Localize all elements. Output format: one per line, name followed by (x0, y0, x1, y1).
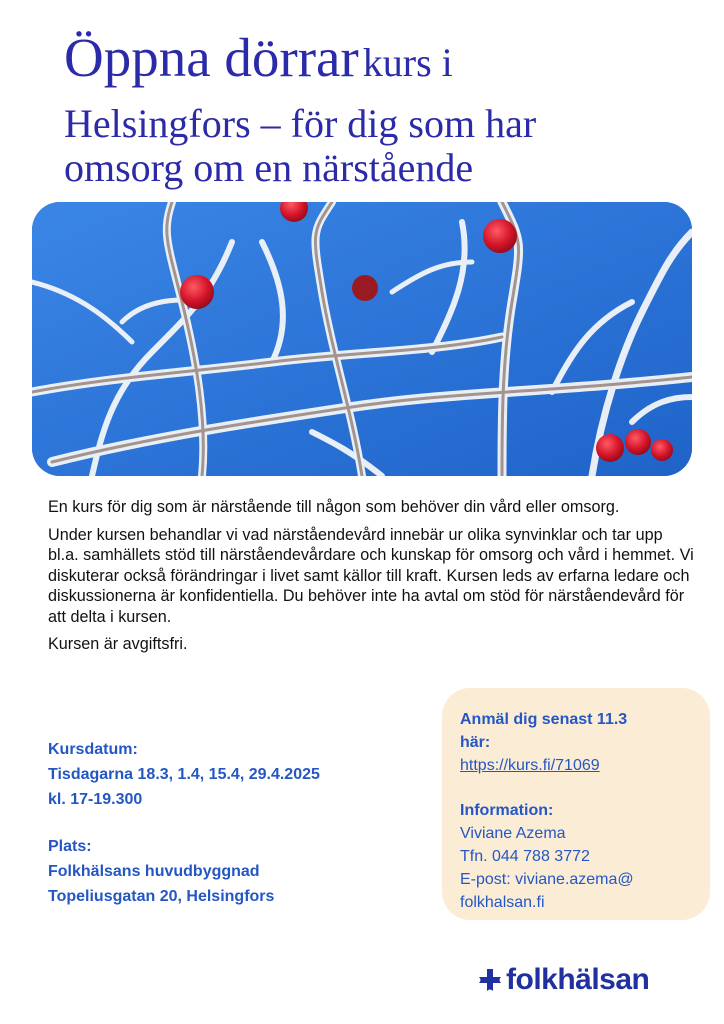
signup-info-box (442, 688, 710, 920)
title-line-2: Helsingfors – för dig som har (64, 101, 537, 146)
title-line-3: omsorg om en närstående (64, 145, 474, 190)
course-dates: Tisdagarna 18.3, 1.4, 15.4, 29.4.2025 (48, 766, 320, 783)
title-highlight: Öppna dörrar (64, 27, 359, 88)
title-line-1-rest: kurs i (362, 40, 453, 85)
course-time: kl. 17-19.300 (48, 791, 143, 808)
place-label: Plats: (48, 838, 92, 855)
contact-email-line-1: E-post: viviane.azema@ (460, 871, 634, 888)
folkhalsan-cross-icon (478, 968, 502, 992)
course-details (48, 737, 428, 909)
contact-phone: Tfn. 044 788 3772 (460, 848, 590, 865)
page-title (64, 27, 704, 190)
signup-here: här: (460, 734, 491, 751)
body-text (48, 497, 696, 662)
contact-name: Viviane Azema (460, 825, 566, 842)
place-address: Topeliusgatan 20, Helsingfors (48, 888, 275, 905)
intro-paragraph: En kurs för dig som är närstående till någon som behöver din vård eller omsorg. (48, 498, 620, 516)
details-paragraph: Under kursen behandlar vi vad närståendevård innebär ur olika synvinklar och tar upp bl.a. samhällets stöd till närståendevårdare och kunskap för omsorg och vård i hemmet. Vi diskuterar också förändringar i livet samt källor till kraft. Kursen leds av erfarna ledare och diskussionerna är konfidentiella. Du behöver inte ha avtal om stöd för närståendevård för att delta i kursen. (48, 525, 694, 626)
contact-email-line-2: folkhalsan.fi (460, 894, 545, 911)
info-label: Information: (460, 802, 554, 819)
title-line-1 (64, 27, 704, 100)
signup-link[interactable]: https://kurs.fi/71069 (460, 757, 600, 774)
place-name: Folkhälsans huvudbyggnad (48, 863, 260, 880)
dates-label: Kursdatum: (48, 741, 138, 758)
free-of-charge-note: Kursen är avgiftsfri. (48, 635, 188, 653)
signup-deadline: Anmäl dig senast 11.3 (460, 711, 628, 728)
folkhalsan-logo (478, 962, 649, 998)
logo-wordmark: folkhälsan (506, 963, 650, 996)
frosted-rosehip-branches-image (32, 202, 692, 476)
